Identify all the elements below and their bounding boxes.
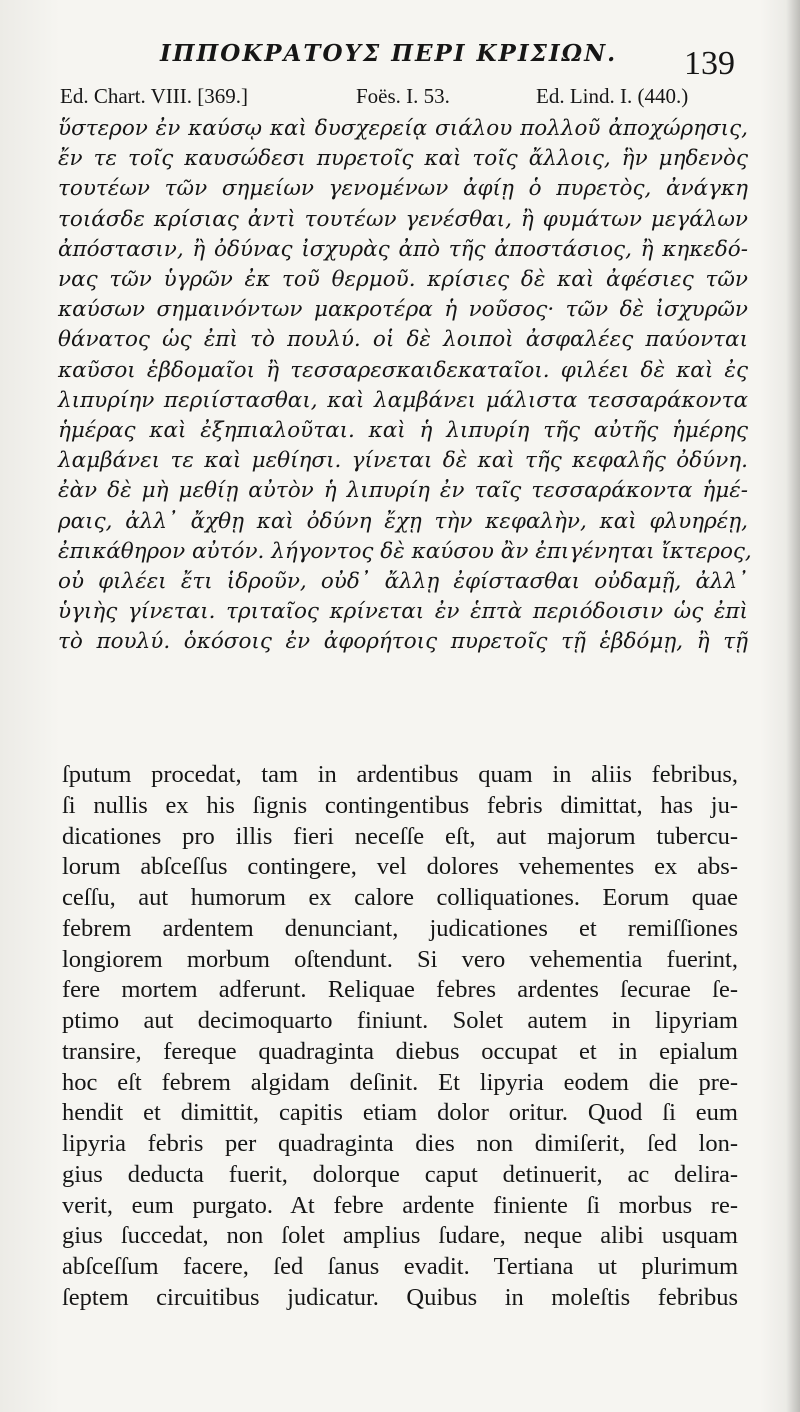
latin-line: ſputum procedat, tam in ardentibus quam in aliis febribus,	[62, 761, 738, 788]
latin-line: gius ſuccedat, non ſolet amplius ſudare, neque alibi usquam	[62, 1222, 738, 1250]
latin-line: hoc eſt febrem algidam deſinit. Et lipyria eodem die pre-	[62, 1068, 738, 1096]
greek-line: ἐὰν δὲ μὴ μεθίῃ αὐτὸν ἡ λιπυρίη ἐν ταῖς τεσσαράκοντα ἡμέ-	[58, 478, 748, 504]
latin-line: gius deducta fuerit, dolorque caput detinuerit, ac delira-	[62, 1160, 738, 1188]
greek-line: ἀπόστασιν, ἢ ὀδύνας ἰσχυρὰς ἀπὸ τῆς ἀποστάσιος, ἢ κηκεδό-	[58, 236, 748, 262]
greek-line: ὑγιὴς γίνεται. τριταῖος κρίνεται ἐν ἑπτὰ περιόδοισιν ὡς ἐπὶ	[58, 599, 748, 625]
latin-line: abſceſſum facere, ſed ſanus evadit. Tertiana ut plurimum	[62, 1253, 738, 1280]
greek-line: ἐπικάθηρον αὐτόν. λήγοντος δὲ καύσου ἂν ἐπιγένηται ἴκτερος,	[58, 538, 752, 564]
greek-line: λαμβάνει τε καὶ μεθίησι. γίνεται δὲ καὶ τῆς κεφαλῆς ὀδύνη.	[58, 448, 748, 474]
latin-line: dicationes pro illis fieri neceſſe eſt, aut majorum tubercu-	[62, 822, 738, 850]
greek-line: καύσων σημαινόντων μακροτέρα ἡ νοῦσος· τῶν δὲ ἰσχυρῶν	[58, 297, 748, 323]
chartier-edition-reference: Ed. Chart. VIII. [369.]	[60, 84, 248, 108]
greek-line: νας τῶν ὑγρῶν ἐκ τοῦ θερμοῦ. κρίσιες δὲ καὶ ἀφέσιες τῶν	[58, 267, 748, 293]
greek-line: ἔν τε τοῖς καυσώδεσι πυρετοῖς καὶ τοῖς ἄλλοις, ἣν μηδενὸς	[58, 146, 748, 172]
latin-line: lorum abſceſſus contingere, vel dolores vehementes ex abs-	[62, 853, 738, 881]
running-title: ΙΠΠΟΚΡΑΤΟΥΣ ΠΕΡΙ ΚΡΙΣΙΩΝ.	[160, 40, 618, 67]
greek-line: τὸ πουλύ. ὁκόσοις ἐν ἀφορήτοις πυρετοῖς τῇ ἑβδόμῃ, ἢ τῇ	[58, 629, 748, 655]
greek-line: τουτέων τῶν σημείων γενομένων ἀφίῃ ὁ πυρετὸς, ἀνάγκη	[58, 176, 748, 202]
linden-edition-reference: Ed. Lind. I. (440.)	[536, 84, 689, 108]
latin-line: lipyria febris per quadraginta dies non dimiſerit, ſed lon-	[62, 1130, 738, 1157]
latin-line: febrem ardentem denunciant, judicationes et remiſſiones	[62, 914, 738, 942]
latin-line: ptimo aut decimoquarto finiunt. Solet autem in lipyriam	[62, 1007, 738, 1034]
latin-translation-block	[62, 760, 738, 1314]
greek-line: ἡμέρας καὶ ἐξηπιαλοῦται. καὶ ἡ λιπυρίη τῆς αὐτῆς ἡμέρης	[58, 418, 748, 444]
latin-line: ſeptem circuitibus judicatur. Quibus in moleſtis febribus	[62, 1283, 738, 1311]
greek-line: ὕστερον ἐν καύσῳ καὶ δυσχερείᾳ σιάλου πολλοῦ ἀποχώρησις,	[58, 116, 748, 141]
greek-line: ραις, ἀλλ᾽ ἄχθῃ καὶ ὀδύνη ἔχῃ τὴν κεφαλὴν, καὶ φλυηρέῃ,	[58, 508, 748, 534]
latin-line: fere mortem adferunt. Reliquae febres ardentes ſecurae ſe-	[62, 976, 738, 1004]
latin-line: ſi nullis ex his ſignis contingentibus febris dimittat, has ju-	[62, 791, 738, 819]
greek-line: οὐ φιλέει ἔτι ἱδροῦν, οὐδ᾽ ἄλλῃ ἐφίστασθαι οὐδαμῇ, ἀλλ᾽	[58, 569, 748, 595]
latin-line: transire, fereque quadraginta diebus occupat et in epialum	[62, 1037, 738, 1065]
greek-line: θάνατος ὡς ἐπὶ τὸ πουλύ. οἱ δὲ λοιποὶ ἀσφαλέες παύονται	[58, 327, 748, 353]
latin-line: longiorem morbum oſtendunt. Si vero vehementia fuerint,	[62, 945, 738, 973]
greek-line: τοιάσδε κρίσιας ἀντὶ τουτέων γενέσθαι, ἢ φυμάτων μεγάλων	[58, 206, 748, 232]
page-edge-shadow	[786, 0, 800, 1412]
latin-line: ceſſu, aut humorum ex calore colliquationes. Eorum quae	[62, 884, 738, 911]
foes-edition-reference: Foës. I. 53.	[356, 84, 450, 108]
latin-line: verit, eum purgato. At febre ardente finiente ſi morbus re-	[62, 1191, 738, 1219]
latin-line: hendit et dimittit, capitis etiam dolor oritur. Quod ſi eum	[62, 1099, 738, 1127]
greek-line: λιπυρίην περιίστασθαι, καὶ λαμβάνει μάλιστα τεσσαράκοντα	[58, 387, 748, 413]
greek-text-block	[58, 114, 752, 658]
greek-line: καῦσοι ἑβδομαῖοι ἢ τεσσαρεσκαιδεκαταῖοι. φιλέει δὲ καὶ ἐς	[58, 357, 748, 383]
page-number: 139	[684, 45, 735, 82]
